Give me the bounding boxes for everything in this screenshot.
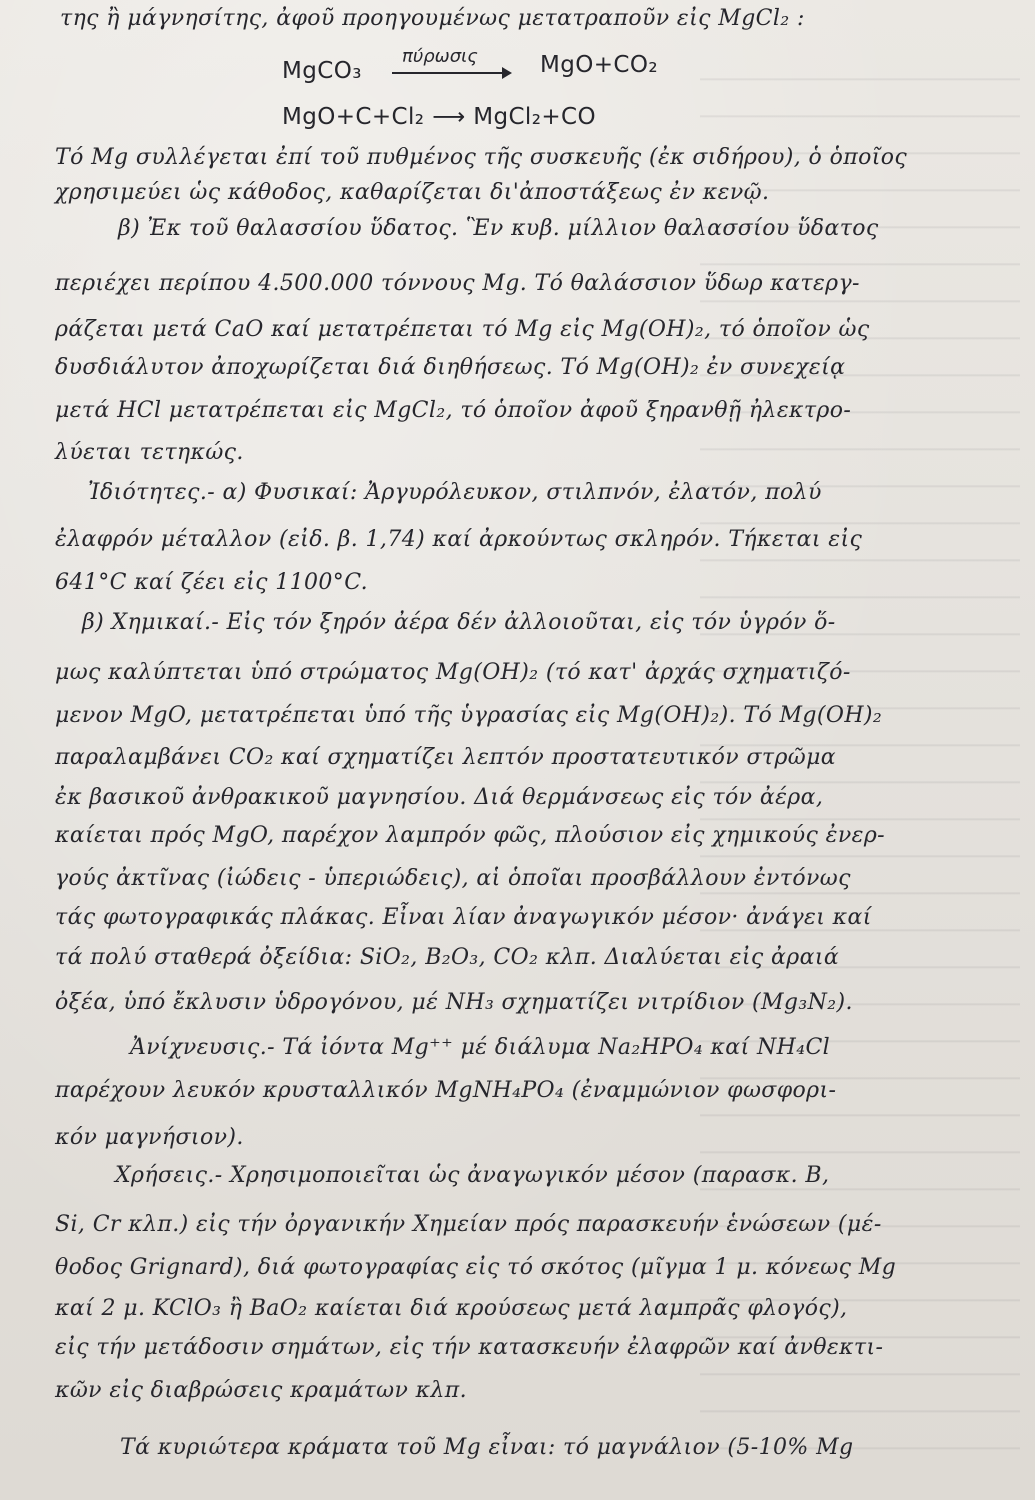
text-line-16: μενον MgO, μετατρέπεται ὑπό τῆς ὑγρασίας εἰς Mg(OH)₂). Τό Mg(OH)₂ bbox=[55, 703, 883, 728]
heading-detection-line: Ἀνίχνευσις.- Τά ἰόντα Mg⁺⁺ μέ διάλυμα Na₂HPO₄ καί NH₄Cl bbox=[130, 1035, 831, 1060]
text-line-6: περιέχει περίπου 4.500.000 τόννους Mg. Τό θαλάσσιον ὕδωρ κατεργ- bbox=[55, 271, 860, 296]
text-line-17: παραλαμβάνει CO₂ καί σχηματίζει λεπτόν προστατευτικόν στρῶμα bbox=[55, 745, 837, 770]
equation-1-arrow-label: πύρωσις bbox=[402, 46, 478, 67]
text-line-25: παρέχουν λευκόν κρυσταλλικόν MgNH₄PO₄ (ἐναμμώνιον φωσφορι- bbox=[55, 1078, 837, 1103]
text-line-3: Τό Mg συλλέγεται ἐπί τοῦ πυθμένος τῆς συσκευῆς (ἐκ σιδήρου), ὁ ὁποῖος bbox=[55, 145, 908, 170]
text-line-12: ἐλαφρόν μέταλλον (εἰδ. β. 1,74) καί ἀρκούντως σκληρόν. Τήκεται εἰς bbox=[55, 527, 863, 552]
text-line-23: ὀξέα, ὑπό ἔκλυσιν ὑδρογόνου, μέ NH₃ σχηματίζει νιτρίδιον (Mg₃N₂). bbox=[55, 990, 853, 1015]
text-line-15: μως καλύπτεται ὑπό στρώματος Mg(OH)₂ (τό κατ' ἀρχάς σχηματιζό- bbox=[55, 660, 851, 685]
equation-2: MgO+C+Cl₂ ⟶ MgCl₂+CO bbox=[282, 104, 596, 130]
text-line-22: τά πολύ σταθερά ὀξείδια: SiO₂, B₂O₃, CO₂ κλπ. Διαλύεται εἰς ἀραιά bbox=[55, 945, 840, 970]
text-line-29: θοδος Grignard), διά φωτογραφίας εἰς τό σκότος (μῖγμα 1 μ. κόνεως Mg bbox=[55, 1255, 897, 1280]
text-line-4: χρησιμεύει ὡς κάθοδος, καθαρίζεται δι'ἀποστάξεως ἐν κενῷ. bbox=[55, 180, 770, 205]
text-line-13: 641°C καί ζέει εἰς 1100°C. bbox=[55, 570, 369, 595]
equation-1-arrow bbox=[392, 72, 510, 74]
text-line-26: κόν μαγνήσιον). bbox=[55, 1125, 244, 1150]
text-line-19: καίεται πρός MgO, παρέχον λαμπρόν φῶς, πλούσιον εἰς χημικούς ἐνερ- bbox=[55, 823, 885, 848]
text-line-9: μετά HCl μετατρέπεται εἰς MgCl₂, τό ὁποῖον ἀφοῦ ξηρανθῇ ἠλεκτρο- bbox=[55, 398, 852, 423]
text-line-28: Si, Cr κλπ.) εἰς τήν ὀργανικήν Χημείαν πρός παρασκευήν ἑνώσεων (μέ- bbox=[55, 1212, 882, 1237]
text-line-21: τάς φωτογραφικάς πλάκας. Εἶναι λίαν ἀναγωγικόν μέσον· ἀνάγει καί bbox=[55, 905, 872, 930]
text-line-32: κῶν εἰς διαβρώσεις κραμάτων κλπ. bbox=[55, 1378, 468, 1403]
text-line-18: ἐκ βασικοῦ ἀνθρακικοῦ μαγνησίου. Διά θερμάνσεως εἰς τόν ἀέρα, bbox=[55, 785, 824, 810]
heading-properties-line: Ἰδιότητες.- α) Φυσικαί: Ἀργυρόλευκον, στιλπνόν, ἐλατόν, πολύ bbox=[88, 480, 822, 505]
text-line-7: ράζεται μετά CaO καί μετατρέπεται τό Mg εἰς Mg(OH)₂, τό ὁποῖον ὡς bbox=[55, 317, 870, 342]
text-line-5: β) Ἐκ τοῦ θαλασσίου ὕδατος. Ἓν κυβ. μίλλιον θαλασσίου ὕδατος bbox=[118, 216, 879, 241]
heading-uses-line: Χρήσεις.- Χρησιμοποιεῖται ὡς ἀναγωγικόν μέσον (παρασκ. B, bbox=[115, 1163, 830, 1188]
text-line-33: Τά κυριώτερα κράματα τοῦ Mg εἶναι: τό μαγνάλιον (5-10% Mg bbox=[120, 1435, 854, 1460]
equation-1-left: MgCO₃ bbox=[282, 58, 362, 84]
heading-chemical-line: β) Χημικαί.- Εἰς τόν ξηρόν ἀέρα δέν ἀλλοιοῦται, εἰς τόν ὑγρόν ὅ- bbox=[82, 610, 836, 635]
text-line-1: της ἢ μάγνησίτης, ἀφοῦ προηγουμένως μετατραποῦν εἰς MgCl₂ : bbox=[60, 6, 805, 31]
equation-1-right: MgO+CO₂ bbox=[540, 52, 659, 78]
text-line-10: λύεται τετηκώς. bbox=[55, 440, 244, 465]
text-line-30: καί 2 μ. KClO₃ ἢ BaO₂ καίεται διά κρούσεως μετά λαμπρᾶς φλογός), bbox=[55, 1296, 848, 1321]
text-line-8: δυσδιάλυτον ἀποχωρίζεται διά διηθήσεως. Τό Mg(OH)₂ ἐν συνεχείᾳ bbox=[55, 355, 846, 380]
text-line-20: γούς ἀκτῖνας (ἰώδεις - ὑπεριώδεις), αἱ ὁποῖαι προσβάλλουν ἐντόνως bbox=[55, 866, 851, 891]
text-line-31: εἰς τήν μετάδοσιν σημάτων, εἰς τήν κατασκευήν ἐλαφρῶν καί ἀνθεκτι- bbox=[55, 1335, 884, 1360]
